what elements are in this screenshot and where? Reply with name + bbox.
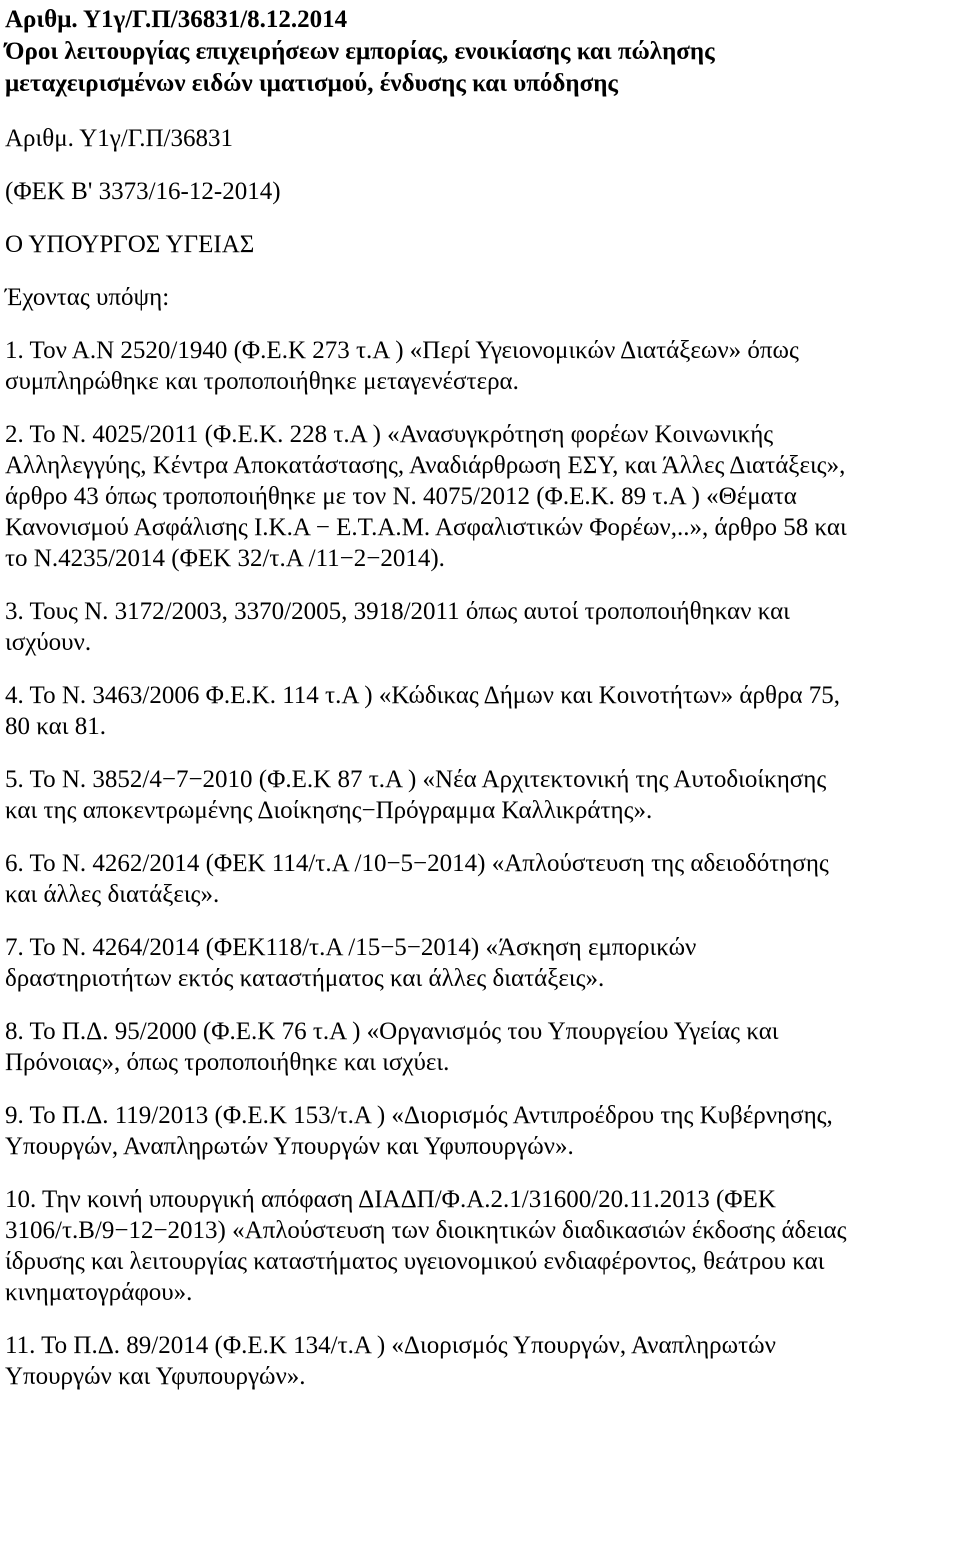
item-line: Αλληλεγγύης, Κέντρα Αποκατάστασης, Αναδιάρθρωση ΕΣΥ, και Άλλες Διατάξεις»,	[5, 452, 846, 479]
item-line: 5. Το Ν. 3852/4−7−2010 (Φ.Ε.Κ 87 τ.Α ) «Νέα Αρχιτεκτονική της Αυτοδιοίκησης	[5, 766, 827, 793]
decision-number: Αριθμ. Υ1γ/Γ.Π/36831	[5, 125, 233, 152]
item-line: 1. Τον Α.Ν 2520/1940 (Φ.Ε.Κ 273 τ.Α ) «Περί Υγειονομικών Διατάξεων» όπως	[5, 337, 799, 364]
item-line: ισχύουν.	[5, 629, 92, 656]
item-line: Πρόνοιας», όπως τροποποιήθηκε και ισχύει.	[5, 1049, 450, 1076]
list-item	[5, 680, 960, 742]
item-line: Υπουργών και Υφυπουργών».	[5, 1363, 306, 1390]
gazette-reference: (ΦΕΚ Β' 3373/16-12-2014)	[5, 178, 281, 205]
list-item	[5, 1330, 960, 1392]
item-line: ίδρυσης και λειτουργίας καταστήματος υγειονομικού ενδιαφέροντος, θεάτρου και	[5, 1248, 825, 1275]
item-line: 3106/τ.Β/9−12−2013) «Απλούστευση των διοικητικών διαδικασιών έκδοσης άδειας	[5, 1217, 847, 1244]
list-item	[5, 764, 960, 826]
item-line: και της αποκεντρωμένης Διοίκησης−Πρόγραμμα Καλλικράτης».	[5, 797, 653, 824]
list-item	[5, 419, 960, 574]
legal-basis-list	[5, 335, 960, 1392]
reference-number: Αριθμ. Υ1γ/Γ.Π/36831/8.12.2014	[5, 6, 348, 33]
issuing-authority: Ο ΥΠΟΥΡΓΟΣ ΥΓΕΙΑΣ	[5, 231, 255, 258]
item-line: Κανονισμού Ασφάλισης Ι.Κ.Α − Ε.Τ.Α.Μ. Ασφαλιστικών Φορέων,..», άρθρο 58 και	[5, 514, 847, 541]
item-line: 3. Τους Ν. 3172/2003, 3370/2005, 3918/2011 όπως αυτοί τροποποιήθηκαν και	[5, 598, 790, 625]
subject-line-2: μεταχειρισμένων ειδών ιματισμού, ένδυσης και υπόδησης	[5, 70, 618, 97]
item-line: 2. Το Ν. 4025/2011 (Φ.Ε.Κ. 228 τ.Α ) «Ανασυγκρότηση φορέων Κοινωνικής	[5, 421, 774, 448]
item-line: άρθρο 43 όπως τροποποιήθηκε με τον Ν. 4075/2012 (Φ.Ε.Κ. 89 τ.Α ) «Θέματα	[5, 483, 797, 510]
item-line: 7. Το Ν. 4264/2014 (ΦΕΚ118/τ.Α /15−5−2014) «Άσκηση εμπορικών	[5, 934, 697, 961]
item-line: 8. Το Π.Δ. 95/2000 (Φ.Ε.Κ 76 τ.Α ) «Οργανισμός του Υπουργείου Υγείας και	[5, 1018, 779, 1045]
document-header	[5, 4, 960, 100]
list-item	[5, 932, 960, 994]
subject-line-1: Όροι λειτουργίας επιχειρήσεων εμπορίας, ενοικίασης και πώλησης	[5, 38, 715, 65]
item-line: και άλλες διατάξεις».	[5, 881, 220, 908]
item-line: 6. Το Ν. 4262/2014 (ΦΕΚ 114/τ.Α /10−5−2014) «Απλούστευση της αδειοδότησης	[5, 850, 829, 877]
item-line: κινηματογράφου».	[5, 1279, 193, 1306]
item-line: 9. Το Π.Δ. 119/2013 (Φ.Ε.Κ 153/τ.Α ) «Διορισμός Αντιπροέδρου της Κυβέρνησης,	[5, 1102, 833, 1129]
item-line: 11. Το Π.Δ. 89/2014 (Φ.Ε.Κ 134/τ.Α ) «Διορισμός Υπουργών, Αναπληρωτών	[5, 1332, 776, 1359]
list-item	[5, 848, 960, 910]
list-item	[5, 335, 960, 397]
item-line: 4. Το Ν. 3463/2006 Φ.Ε.Κ. 114 τ.Α ) «Κώδικας Δήμων και Κοινοτήτων» άρθρα 75,	[5, 682, 841, 709]
item-line: το Ν.4235/2014 (ΦΕΚ 32/τ.Α /11−2−2014).	[5, 545, 445, 572]
list-item	[5, 1184, 960, 1308]
list-item	[5, 596, 960, 658]
item-line: δραστηριοτήτων εκτός καταστήματος και άλλες διατάξεις».	[5, 965, 605, 992]
item-line: 80 και 81.	[5, 713, 106, 740]
list-item	[5, 1016, 960, 1078]
item-line: Υπουργών, Αναπληρωτών Υπουργών και Υφυπουργών».	[5, 1133, 574, 1160]
item-line: συμπληρώθηκε και τροποποιήθηκε μεταγενέστερα.	[5, 368, 519, 395]
item-line: 10. Την κοινή υπουργική απόφαση ΔΙΑΔΠ/Φ.Α.2.1/31600/20.11.2013 (ΦΕΚ	[5, 1186, 776, 1213]
considering-heading: Έχοντας υπόψη:	[5, 284, 170, 311]
list-item	[5, 1100, 960, 1162]
